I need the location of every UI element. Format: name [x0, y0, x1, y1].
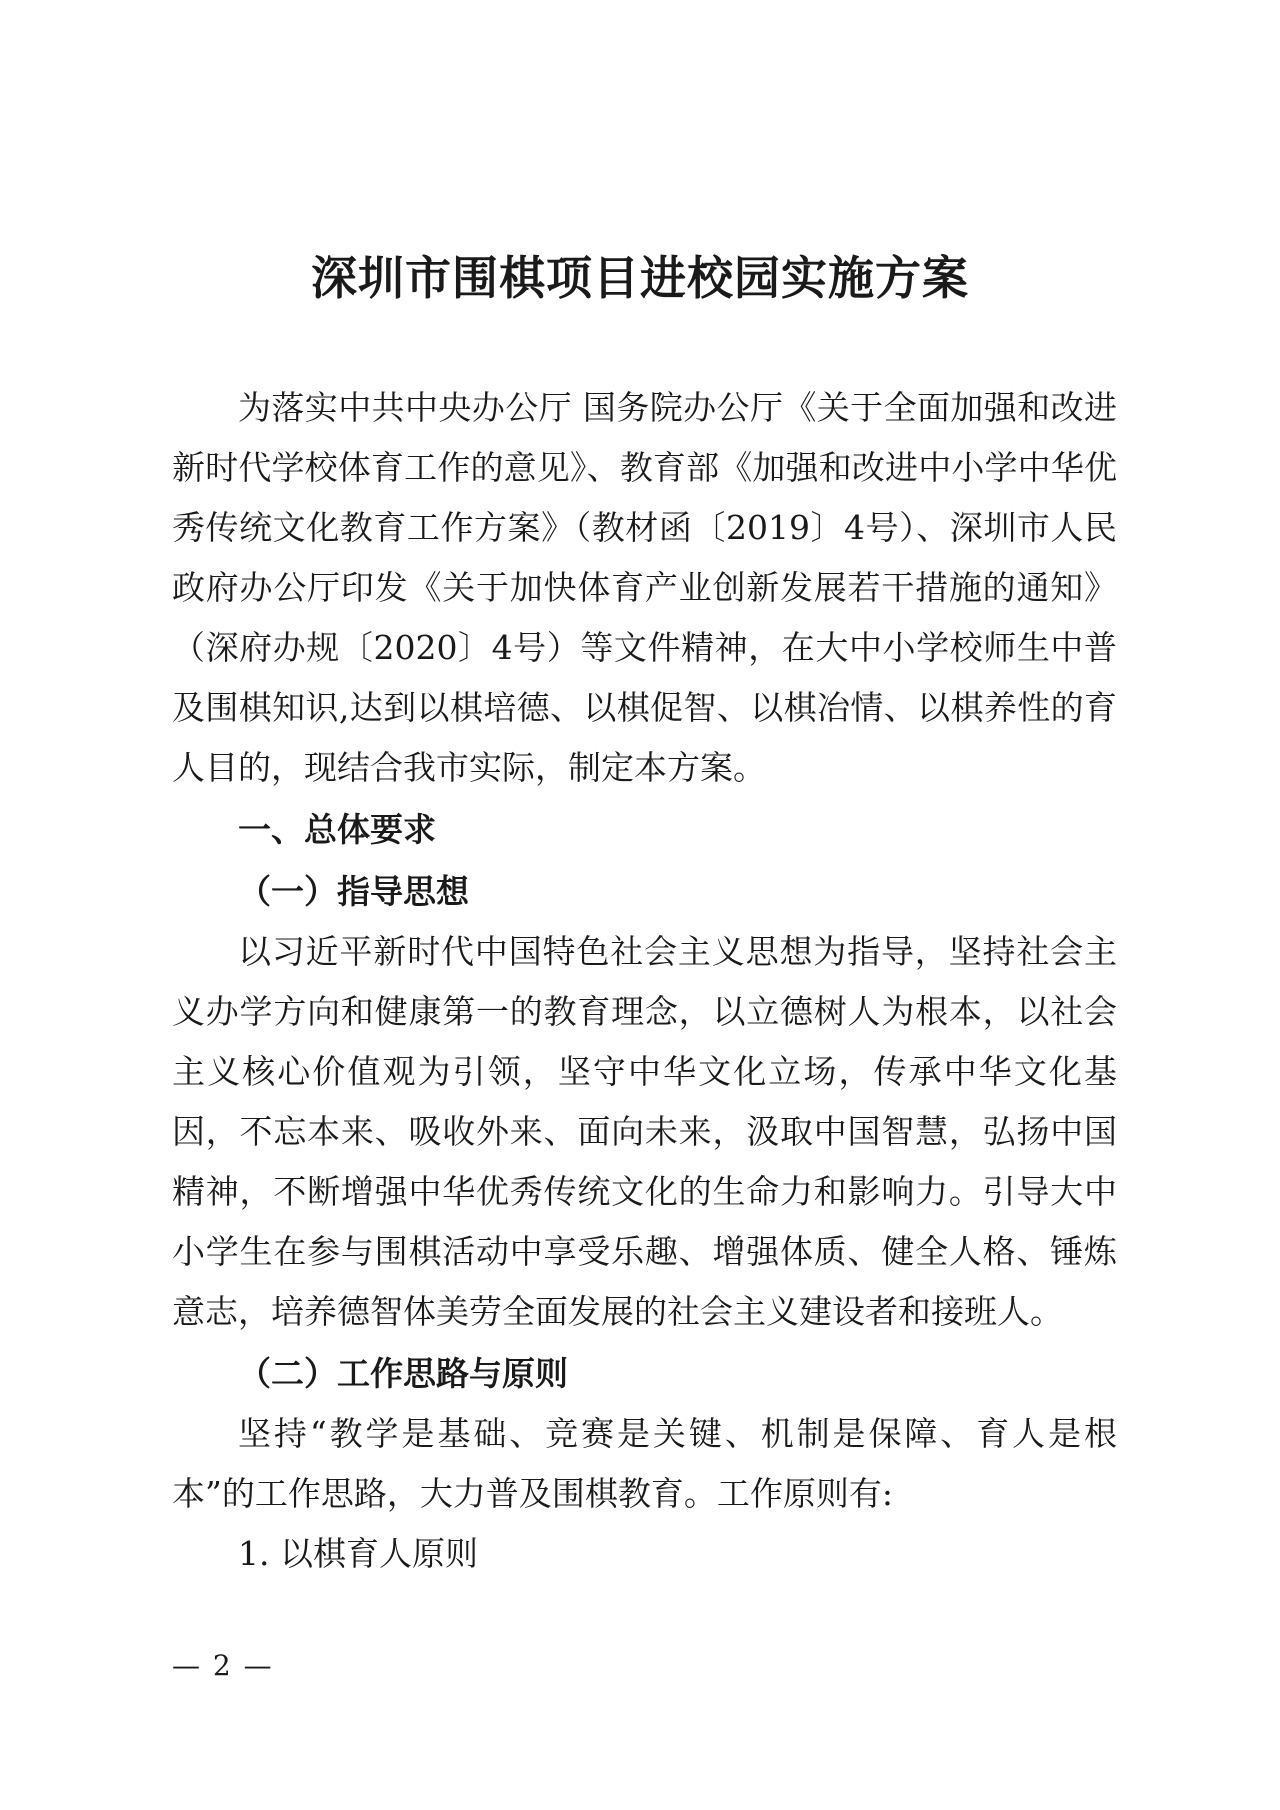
document-title: 深圳市围棋项目进校园实施方案: [311, 251, 969, 305]
subsection-heading-work-principles: （二）工作思路与原则: [238, 1354, 568, 1393]
page-number: — 2 —: [172, 1649, 274, 1682]
principle-item-1: 1. 以棋育人原则: [238, 1534, 478, 1573]
subsection-heading-guiding-ideology: （一）指导思想: [238, 872, 469, 911]
document-body: [172, 378, 1117, 1584]
intro-paragraph: 为落实中共中央办公厅 国务院办公厅《关于全面加强和改进新时代学校体育工作的意见》、教育部《加强和改进中小学中华优秀传统文化教育工作方案》（教材函〔2019〕4号）、深圳市人民政府办公厅印发《关于加快体育产业创新发展若干措施的通知》（深府办规〔2020〕4号）等文件精神，在大中小学校师生中普及围棋知识,达到以棋培德、以棋促智、以棋冶情、以棋养性的育人目的，现结合我市实际，制定本方案。: [172, 388, 1117, 787]
guiding-ideology-paragraph: 以习近平新时代中国特色社会主义思想为指导，坚持社会主义办学方向和健康第一的教育理念，以立德树人为根本，以社会主义核心价值观为引领，坚守中华文化立场，传承中华文化基因，不忘本来、吸收外来、面向未来，汲取中国智慧，弘扬中国精神，不断增强中华优秀传统文化的生命力和影响力。引导大中小学生在参与围棋活动中享受乐趣、增强体质、健全人格、锤炼意志，培养德智体美劳全面发展的社会主义建设者和接班人。: [172, 932, 1117, 1331]
section-heading-overall-requirements: 一、总体要求: [238, 810, 436, 849]
work-principles-paragraph: 坚持“教学是基础、竞赛是关键、机制是保障、育人是根本”的工作思路，大力普及围棋教育。工作原则有:: [172, 1414, 1117, 1513]
